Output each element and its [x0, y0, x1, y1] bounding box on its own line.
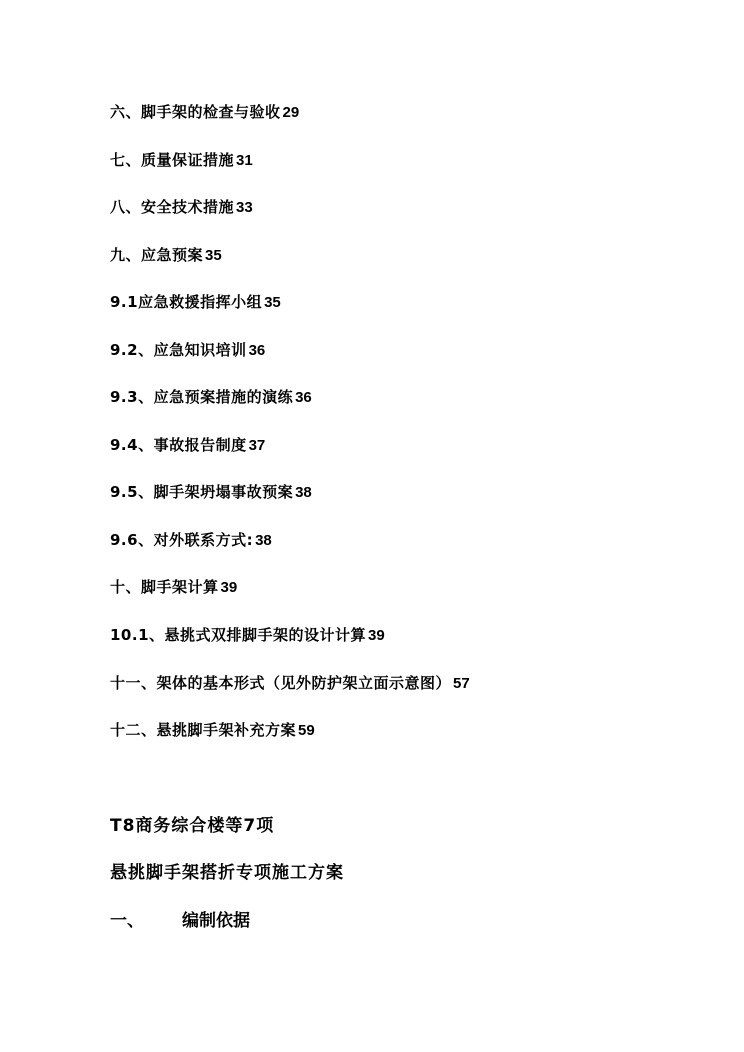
toc-entry-page: 31 — [236, 152, 253, 169]
toc-entry-title: 七、质量保证措施 — [110, 151, 235, 169]
toc-entry-title: 9.6、对外联系方式: — [110, 531, 254, 549]
toc-entry-title: 十、脚手架计算 — [110, 578, 219, 596]
toc-entry-title: 9.4、事故报告制度 — [110, 436, 247, 454]
toc-entry-title: 10.1、悬挑式双排脚手架的设计计算 — [110, 626, 367, 644]
toc-entry-title: 六、脚手架的检查与验收 — [110, 103, 281, 121]
toc-entry-page: 36 — [248, 342, 266, 359]
toc-entry[interactable] — [110, 482, 312, 503]
toc-entry[interactable] — [110, 720, 315, 741]
toc-entry-title: 9.5、脚手架坍塌事故预案 — [110, 483, 294, 501]
toc-entry-title: 九、应急预案 — [110, 246, 204, 264]
project-title: T8商务综合楼等7项 — [110, 816, 275, 836]
toc-entry-title: 十二、悬挑脚手架补充方案 — [110, 721, 297, 739]
toc-entry-title: 十一、架体的基本形式（见外防护架立面示意图） — [110, 674, 452, 692]
toc-entry[interactable] — [110, 625, 385, 646]
toc-entry[interactable] — [110, 435, 265, 456]
toc-entry-page: 35 — [264, 294, 281, 311]
toc-entry-page: 39 — [220, 579, 238, 596]
toc-entry-page: 38 — [295, 484, 312, 501]
toc-entry-page: 59 — [298, 722, 315, 739]
toc-entry[interactable] — [110, 577, 237, 598]
toc-entry-page: 37 — [248, 437, 266, 454]
toc-entry[interactable] — [110, 340, 265, 361]
toc-entry[interactable] — [110, 292, 281, 313]
toc-entry[interactable] — [110, 150, 253, 171]
toc-entry[interactable] — [110, 530, 272, 551]
toc-entry[interactable] — [110, 673, 470, 694]
toc-entry-page: 33 — [236, 199, 253, 216]
plan-title: 悬挑脚手架搭折专项施工方案 — [110, 863, 344, 883]
toc-entry[interactable] — [110, 387, 312, 408]
toc-entry[interactable] — [110, 245, 222, 266]
toc-entry-page: 39 — [368, 627, 385, 644]
toc-entry-page: 35 — [205, 247, 222, 264]
section-title: 编制依据 — [182, 911, 250, 931]
toc-entry-title: 9.2、应急知识培训 — [110, 341, 247, 359]
toc-entry[interactable] — [110, 102, 299, 123]
toc-entry-page: 57 — [453, 675, 470, 692]
toc-entry-title: 9.3、应急预案措施的演练 — [110, 388, 294, 406]
section-number: 一、 — [110, 911, 144, 931]
toc-entry-page: 36 — [295, 389, 312, 406]
toc-entry-page: 38 — [255, 532, 272, 549]
toc-entry[interactable] — [110, 197, 253, 218]
toc-entry-title: 9.1应急救援指挥小组 — [110, 293, 263, 311]
toc-entry-title: 八、安全技术措施 — [110, 198, 235, 216]
toc-entry-page: 29 — [282, 104, 300, 121]
section-heading — [110, 910, 250, 932]
